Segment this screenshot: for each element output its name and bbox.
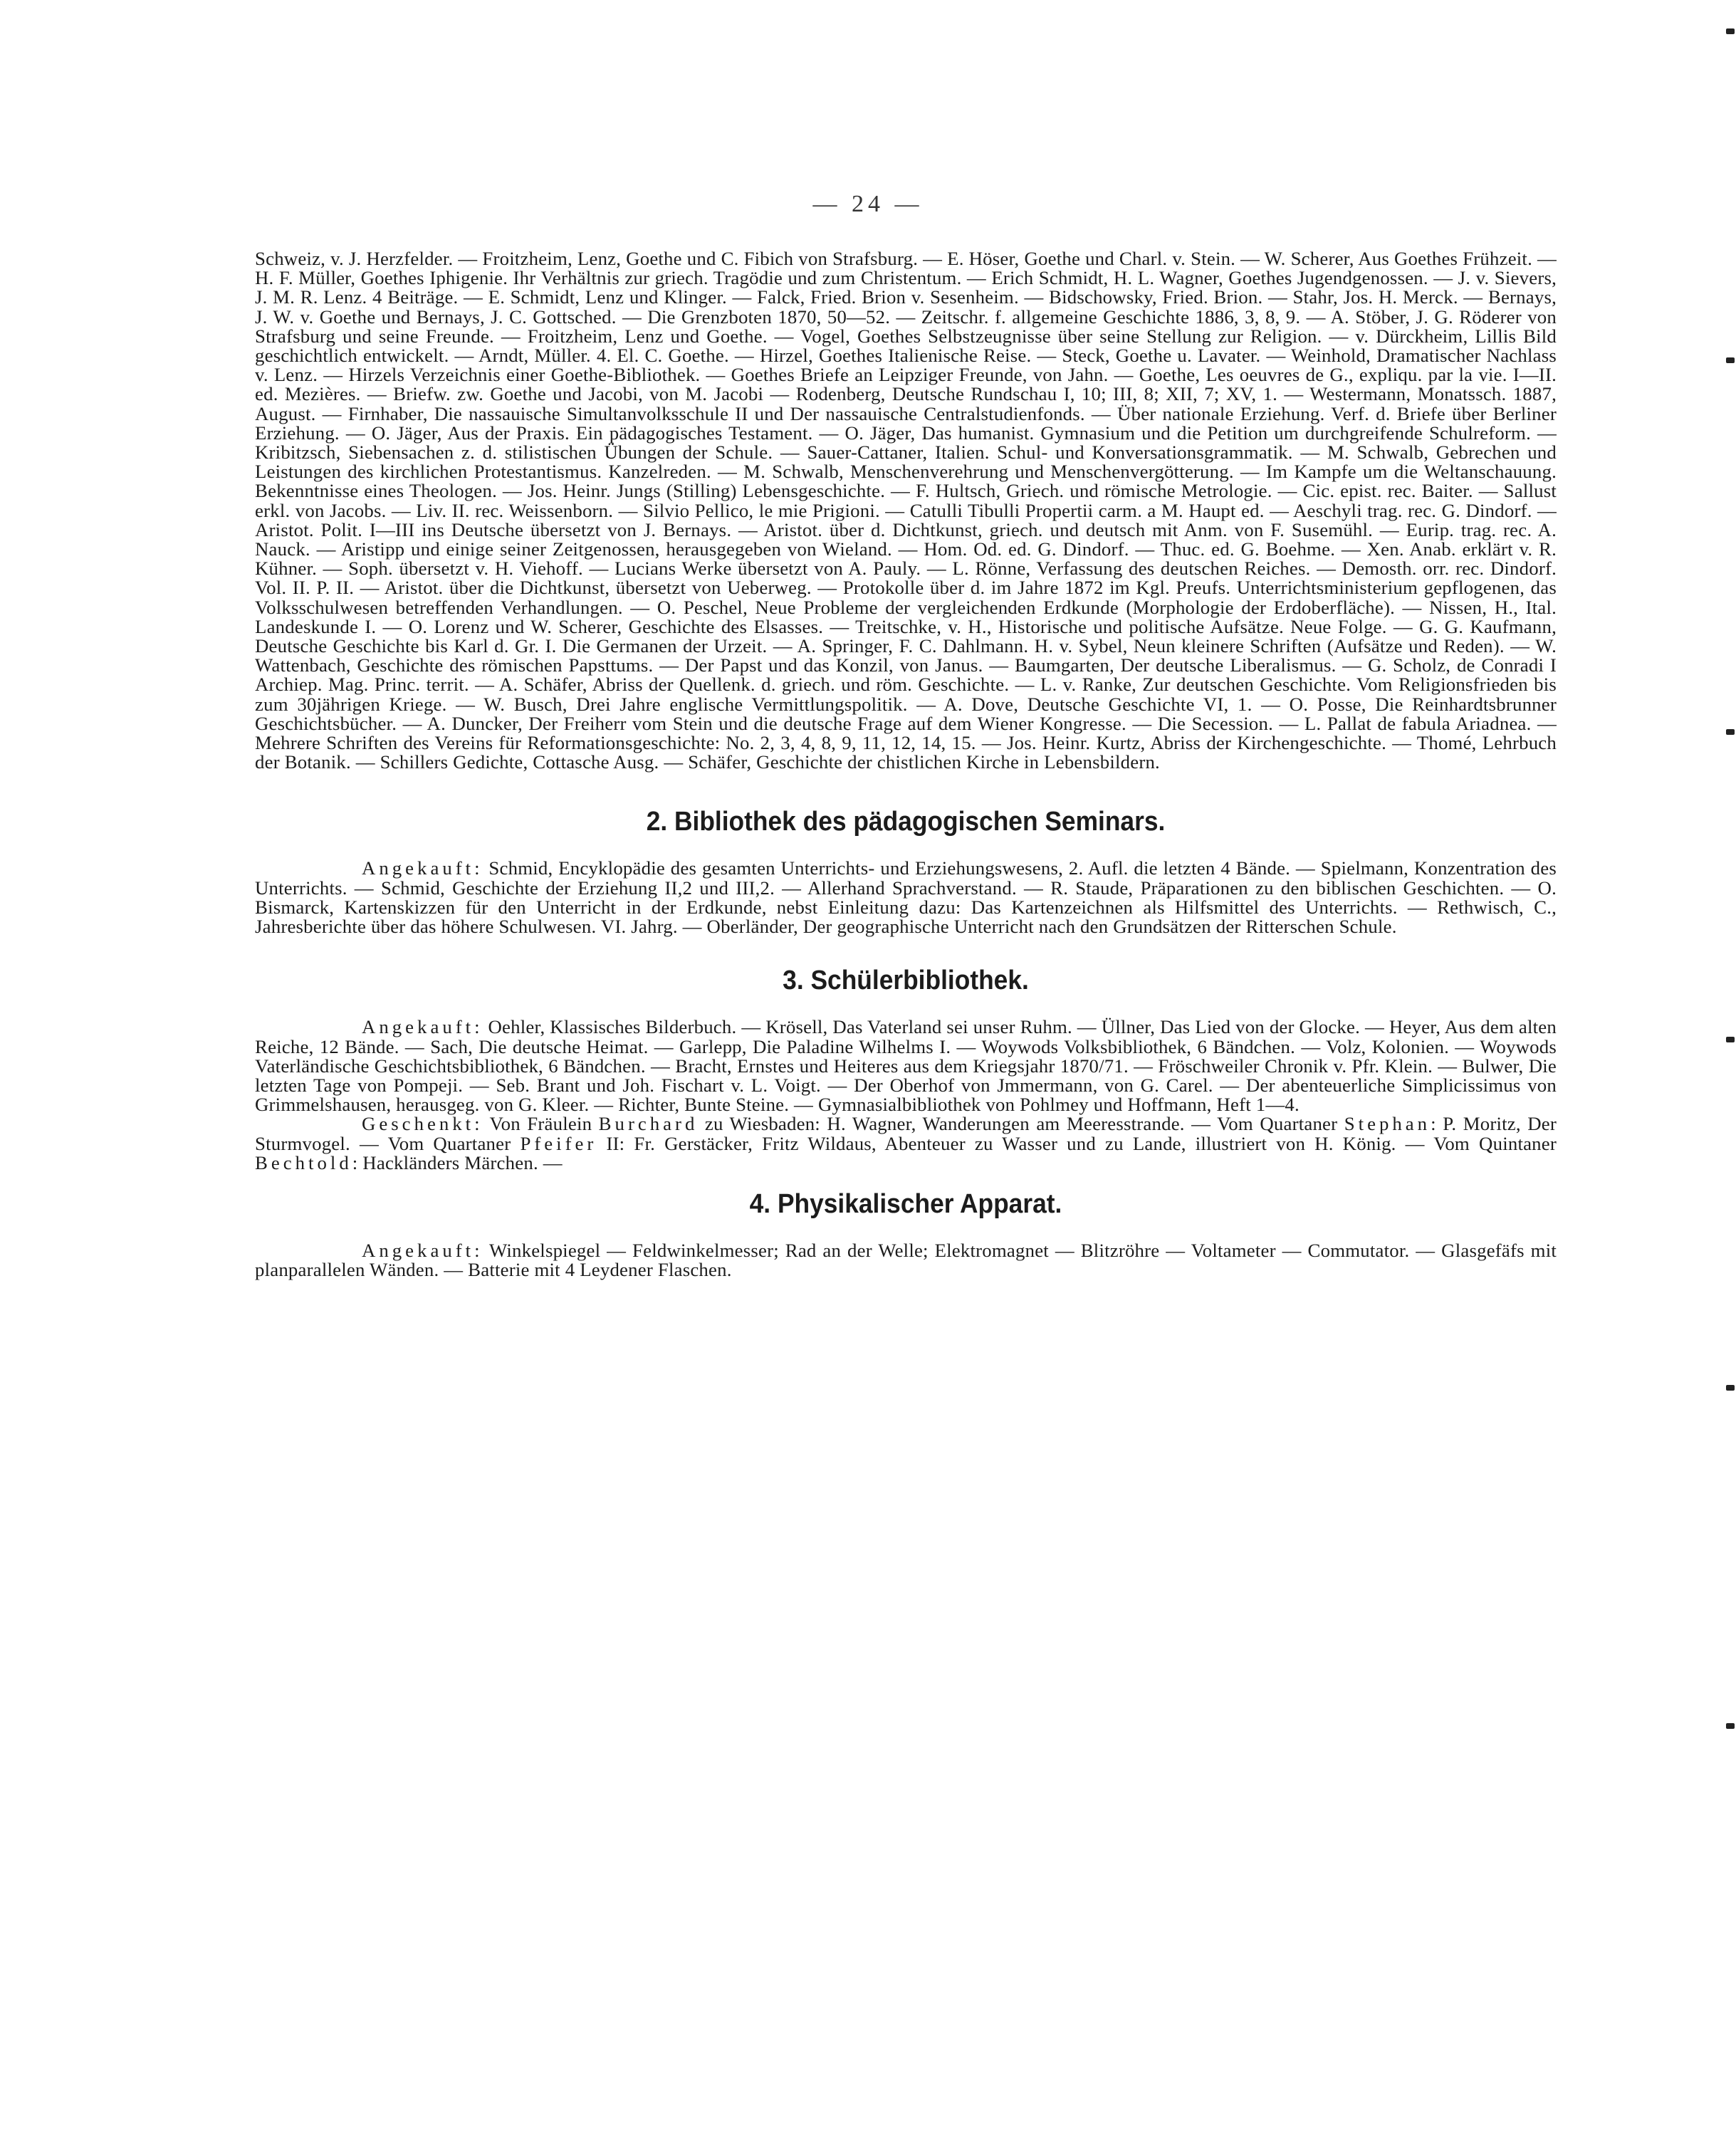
student-library-purchased <box>255 1018 1557 1114</box>
section-heading-student-library: 3. Schülerbibliothek. <box>783 966 1029 996</box>
seminar-library-purchased-text: Schmid, Encyklopädie des gesamten Unterrichts- und Erziehungswesens, 2. Aufl. die letzten 4 Bände. — Spielmann, Konzentration des Unterrichts. — Schmid, Geschichte der Erziehung II,2 und III,2. — Allerhand Sprachverstand. — R. Staude, Präparationen zu den biblischen Geschichten. — O. Bismarck, Kartenskizzen für den Unterricht in der Erdkunde, nebst Einleitung dazu: Das Kartenzeichnen als Hilfsmittel des Unterrichts. — Rethwisch, C., Jahresberichte über das höhere Schulwesen. VI. Jahrg. — Oberländer, Der geographische Unterricht nach den Grundsätzen der Ritterschen Schule. <box>255 857 1557 938</box>
gift-text: II: Fr. Gerstäcker, Fritz Wildaus, Abenteuer zu Wasser und zu Lande, illustriert von H. König. — Vom Quintaner <box>597 1132 1557 1154</box>
edge-mark <box>1726 729 1735 735</box>
donor-name: Stephan <box>1344 1113 1431 1135</box>
purchased-label: Angekauft: <box>362 1239 483 1261</box>
donor-name: Bechtold <box>255 1151 352 1173</box>
section-heading-physics-apparatus: 4. Physikalischer Apparat. <box>749 1188 1062 1219</box>
edge-mark <box>1726 357 1735 363</box>
page-body <box>255 249 1557 1280</box>
purchased-label: Angekauft: <box>362 857 483 879</box>
book-list-continued: Schweiz, v. J. Herzfelder. — Froitzheim, Lenz, Goethe und C. Fibich von Strafsburg. — E. Höser, Goethe und Charl. v. Stein. — W. Scherer, Aus Goethes Frühzeit. — H. F. Müller, Goethes Iphigenie. Ihr Verhältnis zur griech. Tragödie und zum Christentum. — Erich Schmidt, H. L. Wagner, Goethes Jugendgenossen. — J. v. Sievers, J. M. R. Lenz. 4 Beiträge. — E. Schmidt, Lenz und Klinger. — Falck, Fried. Brion v. Sesenheim. — Bidschowsky, Fried. Brion. — Stahr, Jos. H. Merck. — Bernays, J. W. v. Goethe und Bernays, J. C. Gottsched. — Die Grenzboten 1870, 50—52. — Zeitschr. f. allgemeine Geschichte 1886, 3, 8, 9. — A. Stöber, J. G. Röderer von Strafsburg und seine Freunde. — Froitzheim, Lenz und Goethe. — Vogel, Goethes Selbstzeugnisse über seine Stellung zur Religion. — v. Dürckheim, Lillis Bild geschichtlich entwickelt. — Arndt, Müller. 4. El. C. Goethe. — Hirzel, Goethes Italienische Reise. — Steck, Goethe u. Lavater. — Weinhold, Dramatischer Nachlass v. Lenz. — Hirzels Verzeichnis einer Goethe-Bibliothek. — Goethes Briefe an Leipziger Freunde, von Jahn. — Goethe, Les oeuvres de G., expliqu. par la vie. I—II. ed. Mezières. — Briefw. zw. Goethe und Jacobi, von M. Jacobi — Rodenberg, Deutsche Rundschau I, 10; III, 8; XII, 7; XV, 1. — Westermann, Monatssch. 1887, August. — Firnhaber, Die nassauische Simultanvolksschule II und Der nassauische Centralstudienfonds. — Über nationale Erziehung. Verf. d. Briefe über Berliner Erziehung. — O. Jäger, Aus der Praxis. Ein pädagogisches Testament. — O. Jäger, Das humanist. Gymnasium und die Petition um durchgreifende Schulreform. — Kribitzsch, Siebensachen z. d. stilistischen Übungen der Schule. — Sauer-Cattaner, Italien. Schul- und Konversationsgrammatik. — M. Schwalb, Gebrechen und Leistungen des kirchlichen Protestantismus. Kanzelreden. — M. Schwalb, Menschenverehrung und Menschenvergötterung. — Im Kampfe um die Weltanschauung. Bekenntnisse eines Theologen. — Jos. Heinr. Jungs (Stilling) Lebensgeschichte. — F. Hultsch, Griech. und römische Metrologie. — Cic. epist. rec. Baiter. — Sallust erkl. von Jacobs. — Liv. II. rec. Weissenborn. — Silvio Pellico, le mie Prigioni. — Catulli Tibulli Propertii carm. a M. Haupt ed. — Aeschyli trag. rec. G. Dindorf. — Aristot. Polit. I—III ins Deutsche übersetzt von J. Bernays. — Aristot. über d. Dichtkunst, griech. und deutsch mit Anm. von F. Susemühl. — Eurip. trag. rec. A. Nauck. — Aristipp und einige seiner Zeitgenossen, herausgegeben von Wieland. — Hom. Od. ed. G. Dindorf. — Thuc. ed. G. Boehme. — Xen. Anab. erklärt v. R. Kühner. — Soph. übersetzt v. H. Viehoff. — Lucians Werke übersetzt von A. Pauly. — L. Rönne, Verfassung des deutschen Reiches. — Demosth. orr. rec. Dindorf. Vol. II. P. II. — Aristot. über die Dichtkunst, übersetzt von Ueberweg. — Protokolle über d. im Jahre 1872 im Kgl. Preufs. Unterrichtsministerium gepflogenen, das Volksschulwesen betreffenden Verhandlungen. — O. Peschel, Neue Probleme der vergleichenden Erdkunde (Morphologie der Erdoberfläche). — Nissen, H., Ital. Landeskunde I. — O. Lorenz und W. Scherer, Geschichte des Elsasses. — Treitschke, v. H., Historische und politische Aufsätze. Neue Folge. — G. G. Kaufmann, Deutsche Geschichte bis Karl d. Gr. I. Die Germanen der Urzeit. — A. Springer, F. C. Dahlmann. H. v. Sybel, Neun kleinere Schriften (Aufsätze und Reden). — W. Wattenbach, Geschichte des römischen Papsttums. — Der Papst und das Konzil, von Janus. — Baumgarten, Der deutsche Liberalismus. — G. Scholz, de Conradi I Archiep. Mag. Princ. territ. — A. Schäfer, Abriss der Quellenk. d. griech. und röm. Geschichte. — L. v. Ranke, Zur deutschen Geschichte. Vom Religionsfrieden bis zum 30jährigen Kriege. — W. Busch, Drei Jahre englische Vermittlungspolitik. — A. Dove, Deutsche Geschichte VI, 1. — O. Posse, Die Reinhardtsbrunner Geschichtsbücher. — A. Duncker, Der Freiherr vom Stein und die deutsche Frage auf dem Wiener Kongresse. — Die Secession. — L. Pallat de fabula Ariadnea. — Mehrere Schriften des Vereins für Reformationsgeschichte: No. 2, 3, 4, 8, 9, 11, 12, 14, 15. — Jos. Heinr. Kurtz, Abriss der Kirchengeschichte. — Thomé, Lehrbuch der Botanik. — Schillers Gedichte, Cottasche Ausg. — Schäfer, Geschichte der chistlichen Kirche in Lebensbildern. <box>255 248 1557 773</box>
physics-apparatus-purchased <box>255 1241 1557 1280</box>
edge-mark <box>1726 28 1735 34</box>
gift-label: Geschenkt: <box>362 1113 483 1135</box>
edge-mark <box>1726 1037 1735 1042</box>
student-library-purchased-text: Oehler, Klassisches Bilderbuch. — Krösell, Das Vaterland sei unser Ruhm. — Üllner, Das Lied von der Glocke. — Heyer, Aus dem alten Reiche, 12 Bände. — Sach, Die deutsche Heimat. — Garlepp, Die Paladine Wilhelms I. — Woywods Volksbibliothek, 6 Bändchen. — Volz, Kolonien. — Woywods Vaterländische Geschichtsbibliothek, 6 Bändchen. — Bracht, Ernstes und Heiteres aus dem Kriegsjahr 1870/71. — Fröschweiler Chronik v. Pfr. Klein. — Bulwer, Die letzten Tage von Pompeji. — Seb. Brant und Joh. Fischart v. L. Voigt. — Der Oberhof von Jmmermann, von G. Carel. — Der abenteuerliche Simplicissimus von Grimmelshausen, herausgeg. von G. Kleer. — Richter, Bunte Steine. — Gymnasialbibliothek von Pohlmey und Hoffmann, Heft 1—4. <box>255 1016 1557 1116</box>
gift-text: Von Fräulein <box>483 1113 599 1135</box>
edge-mark <box>1726 1723 1735 1729</box>
section-heading-seminar-library: 2. Bibliothek des pädagogischen Seminars. <box>646 807 1166 837</box>
gift-text: : P. Moritz, Der Sturmvogel. — Vom Quartaner <box>255 1113 1557 1154</box>
edge-mark <box>1726 1385 1735 1391</box>
purchased-label: Angekauft: <box>362 1016 483 1038</box>
page-number: — 24 — <box>812 191 924 217</box>
gift-text: : Hackländers Märchen. — <box>352 1151 563 1173</box>
seminar-library-purchased <box>255 859 1557 936</box>
donor-name: Pfeifer <box>520 1132 597 1154</box>
physics-apparatus-text: Winkelspiegel — Feldwinkelmesser; Rad an der Welle; Elektromagnet — Blitzröhre — Voltameter — Commutator. — Glasgefäfs mit planparallelen Wänden. — Batterie mit 4 Leydener Flaschen. <box>255 1239 1557 1281</box>
gift-text: zu Wiesbaden: H. Wagner, Wanderungen am Meeresstrande. — Vom Quartaner <box>698 1113 1344 1135</box>
donor-name: Burchard <box>598 1113 699 1135</box>
student-library-gifts <box>255 1114 1557 1173</box>
